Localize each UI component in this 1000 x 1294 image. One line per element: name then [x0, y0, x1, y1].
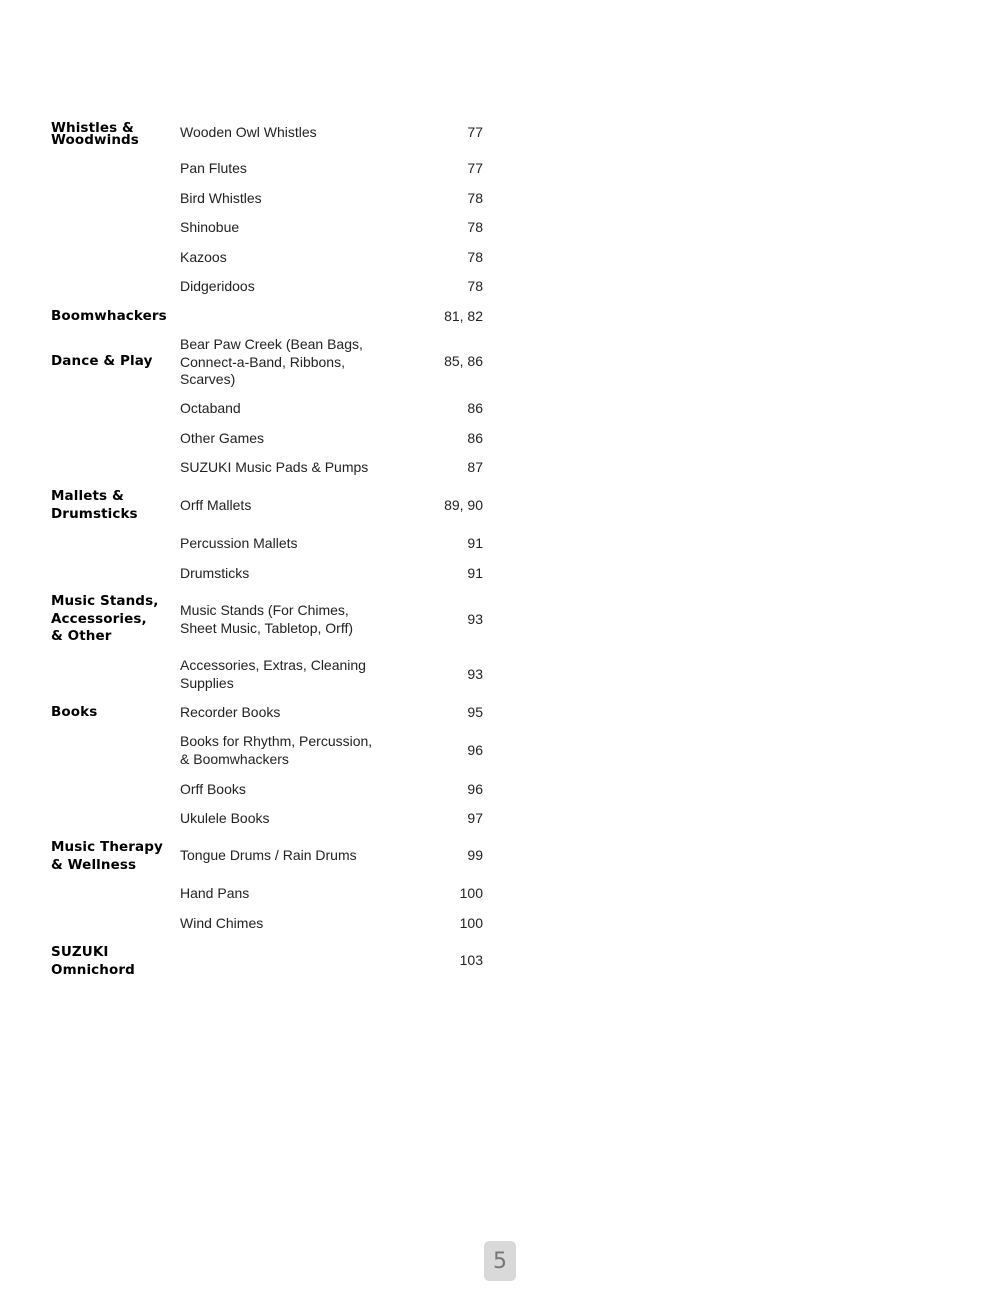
toc-page-ref: 87	[467, 459, 483, 475]
toc-page-ref: 95	[467, 704, 483, 720]
toc-page-ref: 103	[459, 952, 483, 968]
toc-item: SUZUKI Music Pads & Pumps	[180, 459, 369, 475]
toc-page-ref: 91	[467, 565, 483, 581]
toc-page-ref: 78	[467, 190, 483, 206]
toc-item: Bear Paw Creek (Bean Bags, Connect-a-Band, Ribbons, Scarves)	[180, 336, 363, 387]
toc-item: Accessories, Extras, Cleaning Supplies	[180, 657, 366, 691]
toc-item: Ukulele Books	[180, 810, 270, 826]
toc-item: Bird Whistles	[180, 190, 262, 206]
toc-page-ref: 78	[467, 219, 483, 235]
toc-item: Hand Pans	[180, 885, 250, 901]
toc-page-ref: 78	[467, 249, 483, 265]
toc-category: Mallets & Drumsticks	[51, 488, 138, 522]
toc-page-ref: 97	[467, 810, 483, 826]
toc-item: Drumsticks	[180, 565, 250, 581]
toc-page-ref: 78	[467, 278, 483, 294]
toc-item: Wooden Owl Whistles	[180, 124, 317, 140]
toc-item: Music Stands (For Chimes, Sheet Music, Tabletop, Orff)	[180, 602, 354, 636]
toc-item: Tongue Drums / Rain Drums	[180, 847, 357, 863]
toc-page-ref: 85, 86	[444, 353, 483, 369]
toc-item: Pan Flutes	[180, 160, 247, 176]
toc-item: Kazoos	[180, 249, 227, 265]
toc-page-ref: 100	[459, 915, 483, 931]
toc-item: Orff Books	[180, 781, 246, 797]
toc-page-ref: 99	[467, 847, 483, 863]
toc-page-ref: 77	[467, 124, 483, 140]
toc-category: Music Therapy & Wellness	[51, 839, 163, 873]
toc-page-ref: 96	[467, 781, 483, 797]
toc-page-ref: 96	[467, 742, 483, 758]
toc-item: Octaband	[180, 400, 241, 416]
toc-page-ref: 86	[467, 400, 483, 416]
toc-category: Whistles & Woodwinds	[51, 120, 139, 148]
toc-category: Boomwhackers	[51, 308, 167, 324]
toc-page-ref: 86	[467, 430, 483, 446]
toc-item: Wind Chimes	[180, 915, 264, 931]
toc-item: Orff Mallets	[180, 497, 252, 513]
toc-category: Dance & Play	[51, 353, 153, 369]
toc-item: Books for Rhythm, Percussion, & Boomwhackers	[180, 733, 373, 767]
toc-page-ref: 89, 90	[444, 497, 483, 513]
toc-category: SUZUKI Omnichord	[51, 944, 135, 978]
toc-item: Percussion Mallets	[180, 535, 298, 551]
toc-item: Didgeridoos	[180, 278, 255, 294]
toc-item: Recorder Books	[180, 704, 281, 720]
toc-page-ref: 91	[467, 535, 483, 551]
toc-category: Music Stands, Accessories, & Other	[51, 593, 159, 644]
toc-item: Shinobue	[180, 219, 240, 235]
toc-page-ref: 93	[467, 666, 483, 682]
toc-page-ref: 81, 82	[444, 308, 483, 324]
page-number-badge: 5	[484, 1241, 516, 1281]
toc-category: Books	[51, 704, 98, 720]
toc-page-ref: 93	[467, 611, 483, 627]
toc-page-ref: 77	[467, 160, 483, 176]
toc-page-ref: 100	[459, 885, 483, 901]
toc-item: Other Games	[180, 430, 265, 446]
